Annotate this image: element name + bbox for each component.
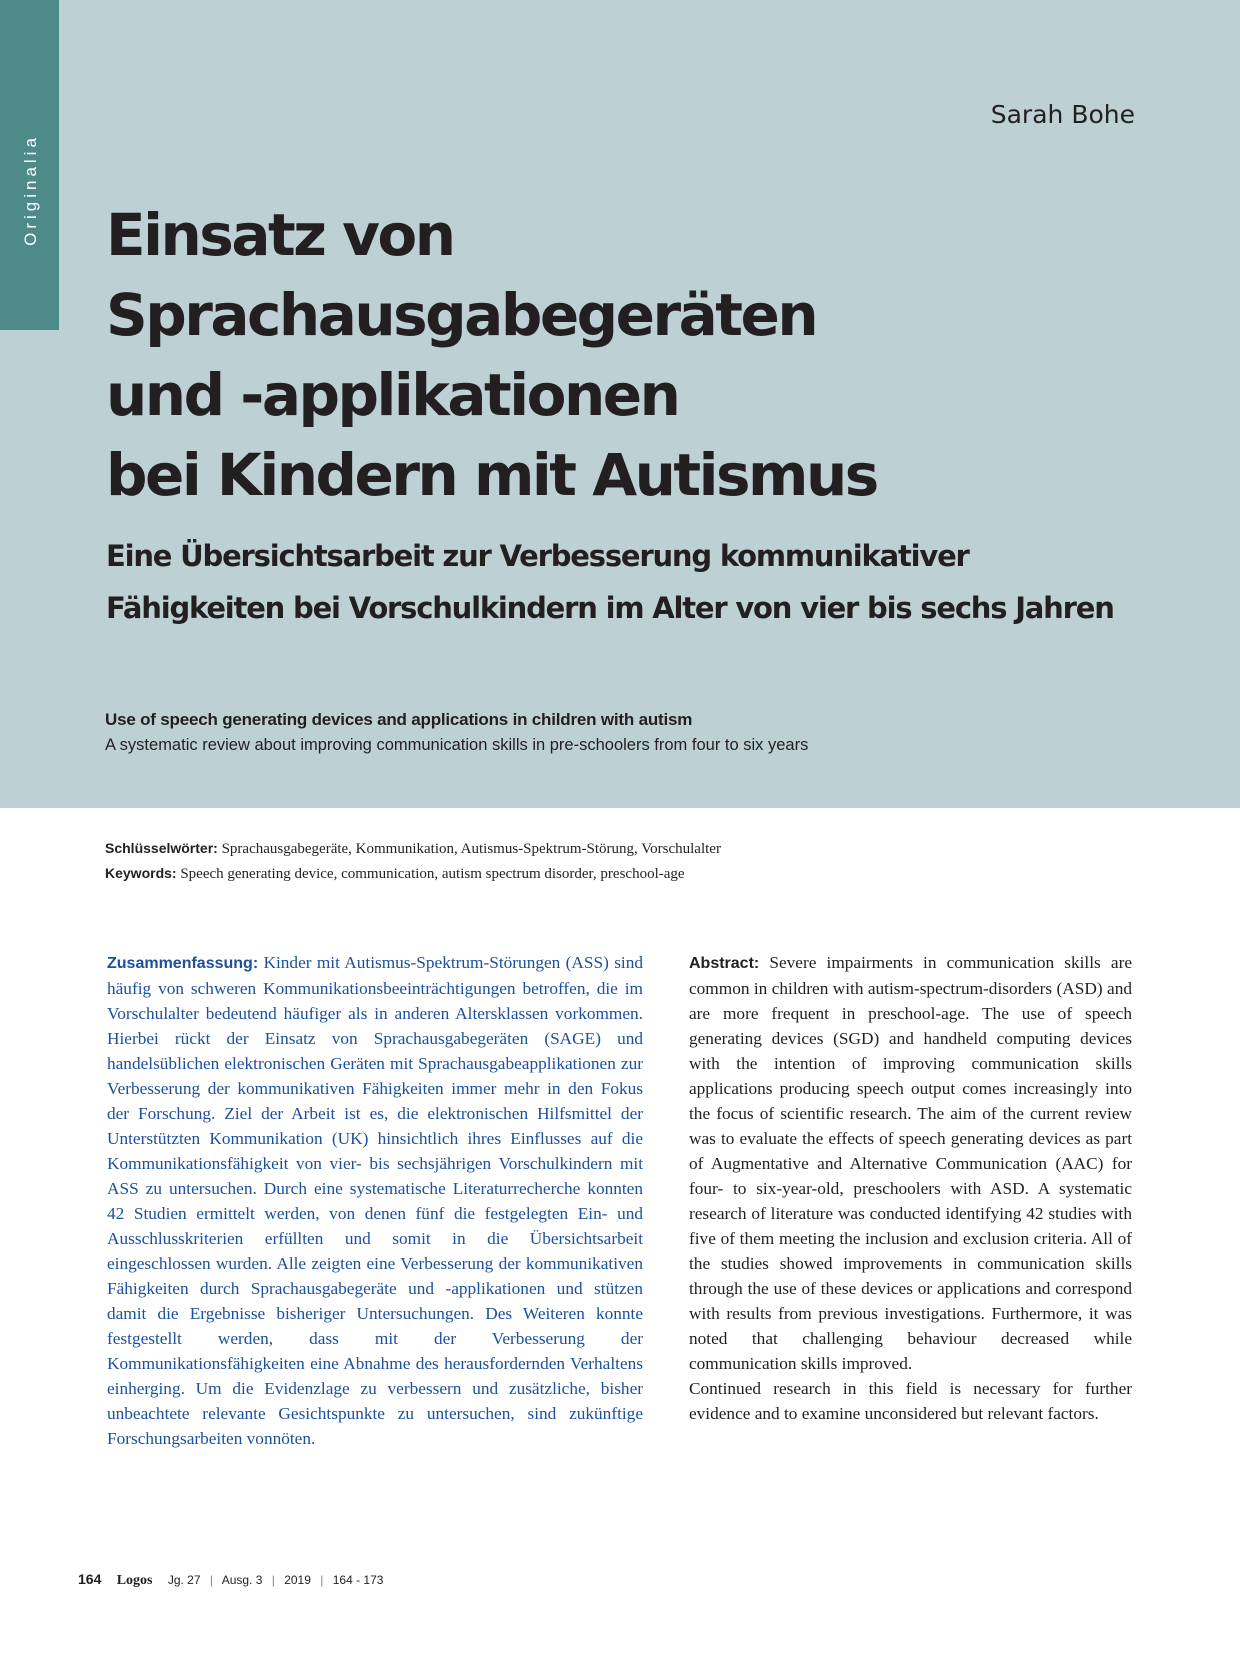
journal-issue: Ausg. 3 [221,1573,263,1587]
english-keywords-label: Keywords: [105,865,177,881]
german-abstract [107,950,643,1451]
page-number: 164 [78,1571,102,1587]
page-footer [78,1571,383,1589]
english-keywords-value: Speech generating device, communication, autism spectrum disorder, preschool-age [180,866,685,882]
author-name: Sarah Bohe [990,100,1135,129]
section-tab-label: Originalia [21,134,40,246]
footer-separator: | [271,1573,275,1587]
title-line: bei Kindern mit Autismus [106,441,877,509]
english-abstract-paragraph-2: Continued research in this field is necessary for further evidence and to examine unconsidered but relevant factors. [689,1379,1132,1423]
subtitle-line: Eine Übersichtsarbeit zur Verbesserung kommunikativer [106,539,969,573]
english-title: Use of speech generating devices and applications in children with autism [105,710,693,729]
journal-name: Logos [116,1573,153,1588]
german-abstract-text: Kinder mit Autismus-Spektrum-Störungen (ASS) sind häufig von schweren Kommunikationsbeeinträchtigungen betroffen, die im Vorschulalter bedeutend häufiger als in anderen Altersklassen vorkommen. Hierbei rückt der Einsatz von Sprachausgabegeräten (SAGE) und handelsüblichen elektronischen Geräten mit Sprachausgabeapplikationen zur Verbesserung der kommunikativen Fähigkeiten immer mehr in den Fokus der Forschung. Ziel der Arbeit ist es, die elektronischen Hilfsmittel der Unterstützten Kommunikation (UK) hinsichtlich ihres Einflusses auf die Kommunikationsfähigkeit von vier- bis sechsjährigen Vorschulkindern mit ASS zu untersuchen. Durch eine systematische Literaturrecherche konnten 42 Studien ermittelt werden, von denen fünf die festgelegten Ein- und Ausschlusskriterien erfüllten und somit in die Übersichtsarbeit eingeschlossen wurden. Alle zeigten eine Verbesserung der kommunikativen Fähigkeiten durch Sprachausgabegeräte und -applikationen und stützen damit die Ergebnisse bisheriger Untersuchungen. Des Weiteren konnte festgestellt werden, dass mit der Verbesserung der Kommunikationsfähigkeiten eine Abnahme des herausfordernden Verhaltens einherging. Um die Evidenzlage zu verbessern und zusätzliche, bisher unbeachtete relevante Gesichtspunkte zu untersuchen, sind zukünftige Forschungsarbeiten vonnöten. [107,953,643,1448]
title-line: und -applikationen [106,361,679,429]
german-abstract-label: Zusammenfassung: [107,955,259,972]
journal-year: 2019 [284,1573,311,1587]
footer-separator: | [209,1573,214,1587]
footer-separator: | [320,1573,324,1587]
german-keywords-value: Sprachausgabegeräte, Kommunikation, Autismus-Spektrum-Störung, Vorschulalter [221,841,721,857]
subtitle-line: Fähigkeiten bei Vorschulkindern im Alter von vier bis sechs Jahren [106,591,1114,625]
german-keywords [105,840,721,858]
section-tab [0,0,59,330]
english-abstract [689,950,1132,1426]
english-abstract-label: Abstract: [689,955,760,972]
journal-pages: 164 - 173 [332,1573,384,1587]
english-subtitle: A systematic review about improving communication skills in pre-schoolers from four to six years [105,736,809,754]
german-keywords-label: Schlüsselwörter: [105,840,218,856]
english-abstract-text: Severe impairments in communication skills are common in children with autism-spectrum-disorders (ASD) and are more frequent in preschool-age. The use of speech generating devices (SGD) and handheld computing devices with the intention of improving communication skills applications producing speech output comes increasingly into the focus of scientific research. The aim of the current review was to evaluate the effects of speech generating devices as part of Augmentative and Alternative Communication (AAC) for four- to six-year-old, preschoolers with ASD. A systematic research of literature was conducted identifying 42 studies with five of them meeting the inclusion and exclusion criteria. All of the studies showed improvements in communication skills through the use of these devices or applications and correspond with results from previous investigations. Furthermore, it was noted that challenging behaviour decreased while communication skills improved. [689,953,1132,1373]
journal-volume: Jg. 27 [167,1573,201,1587]
article-title [106,195,1106,515]
article-subtitle [106,530,1166,634]
english-keywords [105,865,685,883]
english-abstract-paragraph [689,950,1132,1376]
title-line: Einsatz von [106,201,454,269]
title-line: Sprachausgabegeräten [106,281,817,349]
